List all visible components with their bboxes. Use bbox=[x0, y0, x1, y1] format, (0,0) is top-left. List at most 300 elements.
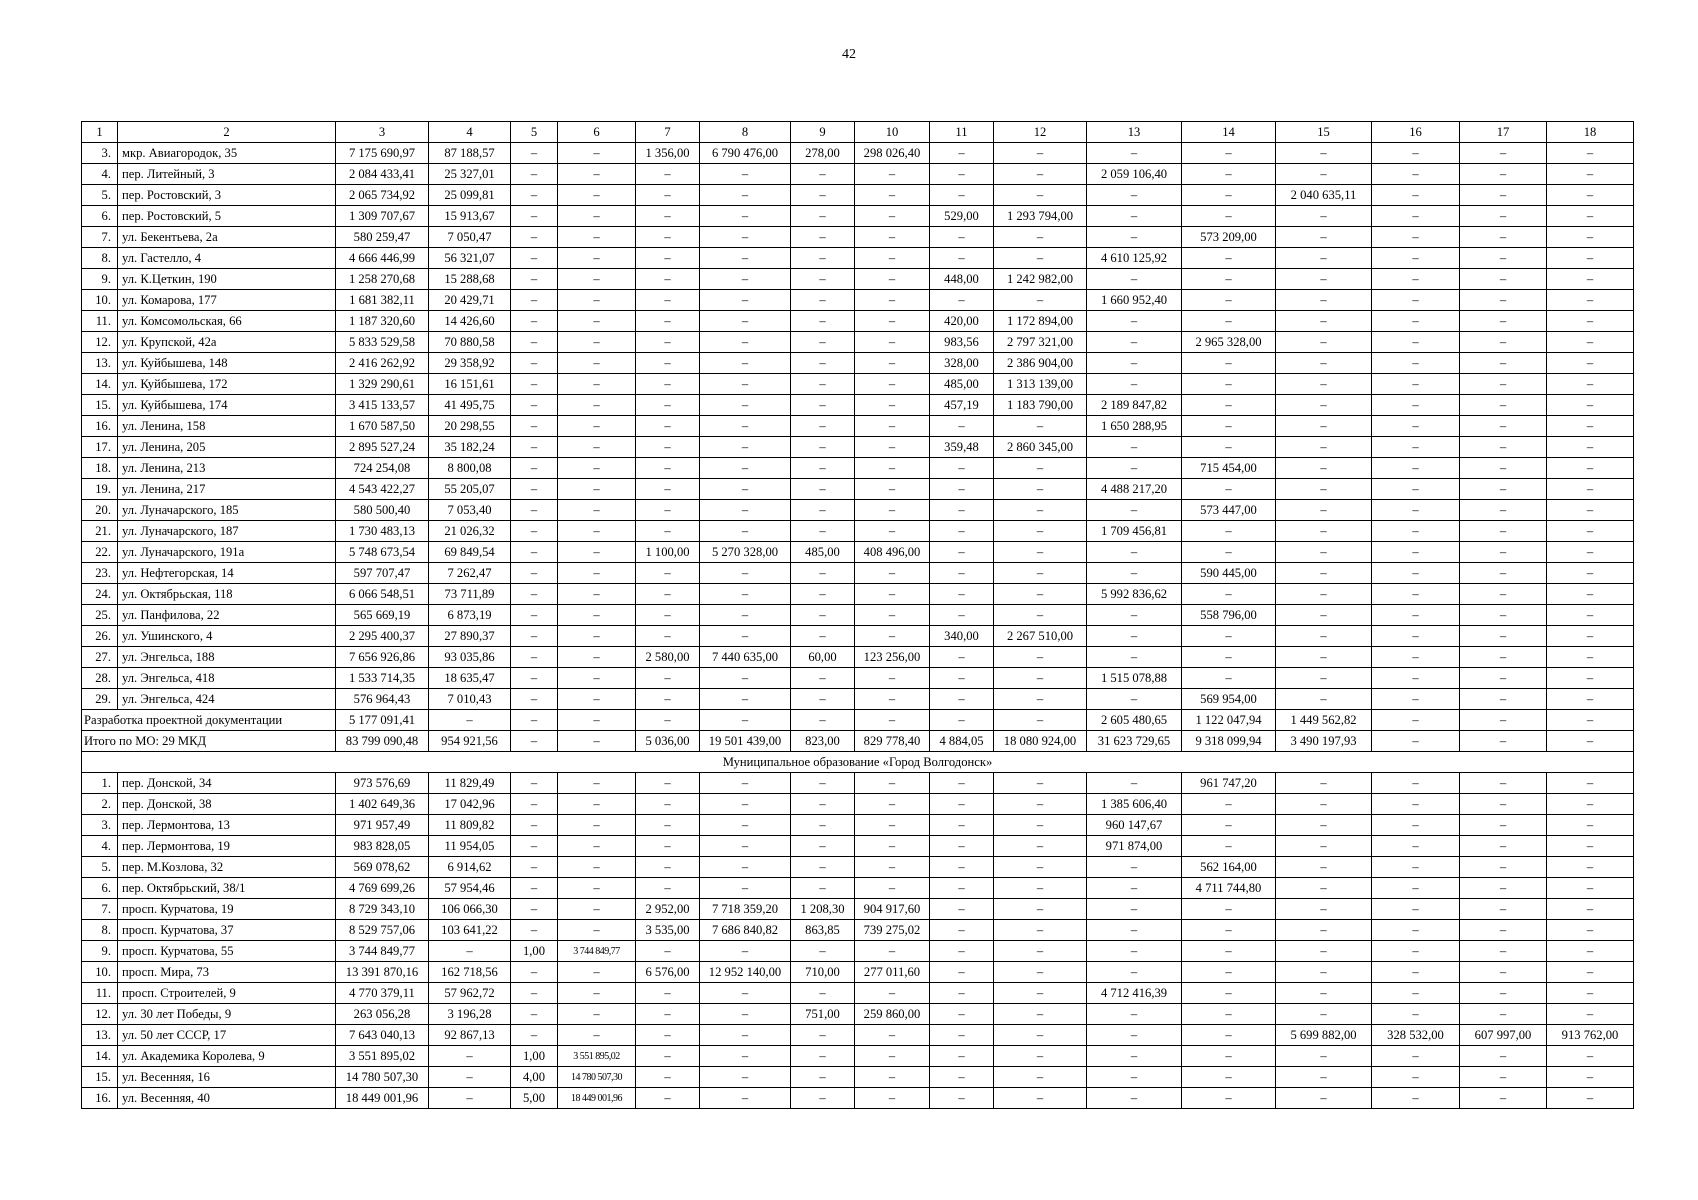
table-cell: – bbox=[1087, 1088, 1182, 1109]
table-cell: – bbox=[1087, 227, 1182, 248]
table-cell: – bbox=[1547, 206, 1634, 227]
table-cell: – bbox=[791, 584, 855, 605]
table-cell: – bbox=[429, 710, 511, 731]
table-cell: – bbox=[855, 1046, 930, 1067]
table-cell: 103 641,22 bbox=[429, 920, 511, 941]
table-cell: – bbox=[700, 458, 791, 479]
address-cell: ул. Панфилова, 22 bbox=[118, 605, 336, 626]
table-cell: 529,00 bbox=[930, 206, 994, 227]
table-cell: – bbox=[1276, 164, 1372, 185]
table-cell: – bbox=[930, 794, 994, 815]
table-cell: – bbox=[1547, 731, 1634, 752]
table-cell: – bbox=[636, 563, 700, 584]
table-cell: – bbox=[558, 605, 636, 626]
table-cell: – bbox=[930, 143, 994, 164]
table-cell: – bbox=[700, 1088, 791, 1109]
table-cell: – bbox=[1547, 857, 1634, 878]
table-cell: – bbox=[791, 605, 855, 626]
table-cell: – bbox=[855, 269, 930, 290]
table-cell: – bbox=[930, 458, 994, 479]
table-cell: – bbox=[558, 647, 636, 668]
table-cell: – bbox=[791, 290, 855, 311]
table-cell: – bbox=[1087, 269, 1182, 290]
table-cell: – bbox=[1372, 542, 1460, 563]
address-cell: ул. Энгельса, 424 bbox=[118, 689, 336, 710]
table-cell: 1 100,00 bbox=[636, 542, 700, 563]
table-cell: 710,00 bbox=[791, 962, 855, 983]
table-cell: – bbox=[1547, 878, 1634, 899]
table-cell: 11 829,49 bbox=[429, 773, 511, 794]
table-cell: – bbox=[791, 1067, 855, 1088]
table-cell: 298 026,40 bbox=[855, 143, 930, 164]
table-cell: – bbox=[1547, 458, 1634, 479]
table-cell: – bbox=[558, 836, 636, 857]
table-cell: – bbox=[1276, 269, 1372, 290]
row-number: 22. bbox=[82, 542, 118, 563]
table-cell: 7 262,47 bbox=[429, 563, 511, 584]
table-cell: – bbox=[700, 668, 791, 689]
table-cell: – bbox=[636, 794, 700, 815]
table-cell: – bbox=[855, 584, 930, 605]
table-row bbox=[82, 1088, 1634, 1109]
table-cell: – bbox=[1372, 269, 1460, 290]
table-cell: – bbox=[1460, 437, 1547, 458]
table-cell: 2 059 106,40 bbox=[1087, 164, 1182, 185]
table-cell: – bbox=[558, 353, 636, 374]
table-cell: – bbox=[558, 878, 636, 899]
row-number: 8. bbox=[82, 248, 118, 269]
table-cell: – bbox=[558, 962, 636, 983]
table-cell: – bbox=[1276, 1046, 1372, 1067]
table-cell: – bbox=[1276, 668, 1372, 689]
table-cell: – bbox=[930, 1067, 994, 1088]
table-row bbox=[82, 206, 1634, 227]
table-cell: – bbox=[994, 248, 1087, 269]
table-cell: – bbox=[1460, 563, 1547, 584]
table-cell: 1 242 982,00 bbox=[994, 269, 1087, 290]
table-row bbox=[82, 878, 1634, 899]
table-cell: – bbox=[1087, 542, 1182, 563]
table-cell: 829 778,40 bbox=[855, 731, 930, 752]
table-cell: – bbox=[855, 1088, 930, 1109]
column-number-header: 16 bbox=[1372, 122, 1460, 143]
table-cell: 7 050,47 bbox=[429, 227, 511, 248]
table-cell: – bbox=[700, 206, 791, 227]
row-number: 3. bbox=[82, 143, 118, 164]
table-row bbox=[82, 311, 1634, 332]
table-row bbox=[82, 836, 1634, 857]
address-cell: ул. Комсомольская, 66 bbox=[118, 311, 336, 332]
table-cell: – bbox=[1460, 962, 1547, 983]
table-cell: – bbox=[1372, 164, 1460, 185]
table-cell: – bbox=[511, 1004, 558, 1025]
table-cell: – bbox=[511, 1025, 558, 1046]
table-cell: – bbox=[700, 1046, 791, 1067]
table-cell: 904 917,60 bbox=[855, 899, 930, 920]
table-cell: 751,00 bbox=[791, 1004, 855, 1025]
table-cell: – bbox=[855, 206, 930, 227]
table-cell: 408 496,00 bbox=[855, 542, 930, 563]
table-cell: 15 288,68 bbox=[429, 269, 511, 290]
table-cell: – bbox=[636, 710, 700, 731]
table-cell: – bbox=[700, 773, 791, 794]
table-cell: 18 449 001,96 bbox=[558, 1088, 636, 1109]
table-cell: – bbox=[636, 815, 700, 836]
column-number-header: 4 bbox=[429, 122, 511, 143]
table-cell: – bbox=[558, 584, 636, 605]
row-number: 9. bbox=[82, 269, 118, 290]
table-cell: – bbox=[511, 416, 558, 437]
row-number: 15. bbox=[82, 395, 118, 416]
table-cell: 4,00 bbox=[511, 1067, 558, 1088]
table-cell: – bbox=[1372, 1004, 1460, 1025]
table-cell: – bbox=[791, 836, 855, 857]
table-cell: 277 011,60 bbox=[855, 962, 930, 983]
table-cell: – bbox=[1276, 332, 1372, 353]
table-cell: – bbox=[700, 1025, 791, 1046]
table-cell: – bbox=[1547, 311, 1634, 332]
row-number: 1. bbox=[82, 773, 118, 794]
address-cell: просп. Курчатова, 19 bbox=[118, 899, 336, 920]
table-cell: – bbox=[511, 332, 558, 353]
row-number: 3. bbox=[82, 815, 118, 836]
table-cell: – bbox=[1547, 899, 1634, 920]
table-cell: 823,00 bbox=[791, 731, 855, 752]
table-cell: 4 666 446,99 bbox=[336, 248, 429, 269]
table-cell: – bbox=[1547, 290, 1634, 311]
table-cell: – bbox=[511, 668, 558, 689]
table-cell: 4 884,05 bbox=[930, 731, 994, 752]
table-cell: – bbox=[1547, 1067, 1634, 1088]
address-cell: просп. Мира, 73 bbox=[118, 962, 336, 983]
address-cell: ул. Куйбышева, 148 bbox=[118, 353, 336, 374]
table-cell: – bbox=[558, 794, 636, 815]
table-cell: 7 656 926,86 bbox=[336, 647, 429, 668]
table-cell: – bbox=[700, 521, 791, 542]
table-cell: – bbox=[1460, 857, 1547, 878]
table-cell: – bbox=[994, 1025, 1087, 1046]
table-cell: – bbox=[700, 311, 791, 332]
table-cell: – bbox=[791, 269, 855, 290]
table-cell: – bbox=[511, 206, 558, 227]
table-cell: – bbox=[1547, 1046, 1634, 1067]
table-cell: – bbox=[1547, 353, 1634, 374]
row-number: 19. bbox=[82, 479, 118, 500]
table-cell: – bbox=[1460, 1046, 1547, 1067]
table-row bbox=[82, 185, 1634, 206]
table-cell: 5 699 882,00 bbox=[1276, 1025, 1372, 1046]
table-cell: 1,00 bbox=[511, 941, 558, 962]
address-cell: пер. Октябрьский, 38/1 bbox=[118, 878, 336, 899]
column-number-header: 12 bbox=[994, 122, 1087, 143]
table-cell: – bbox=[700, 479, 791, 500]
table-cell: – bbox=[855, 500, 930, 521]
row-number: 29. bbox=[82, 689, 118, 710]
table-cell: 16 151,61 bbox=[429, 374, 511, 395]
table-cell: – bbox=[1547, 1004, 1634, 1025]
table-cell: 1,00 bbox=[511, 1046, 558, 1067]
table-cell: – bbox=[700, 290, 791, 311]
table-cell: – bbox=[700, 857, 791, 878]
table-cell: – bbox=[1547, 185, 1634, 206]
table-cell: – bbox=[1372, 815, 1460, 836]
table-cell: – bbox=[994, 542, 1087, 563]
table-cell: 2 797 321,00 bbox=[994, 332, 1087, 353]
column-number-header: 9 bbox=[791, 122, 855, 143]
table-cell: – bbox=[1087, 1004, 1182, 1025]
table-row bbox=[82, 668, 1634, 689]
table-cell: – bbox=[994, 521, 1087, 542]
table-cell: 971 874,00 bbox=[1087, 836, 1182, 857]
table-cell: – bbox=[636, 521, 700, 542]
table-cell: 7 643 040,13 bbox=[336, 1025, 429, 1046]
address-cell: ул. К.Цеткин, 190 bbox=[118, 269, 336, 290]
table-cell: 7 053,40 bbox=[429, 500, 511, 521]
table-cell: – bbox=[1372, 1088, 1460, 1109]
row-number: 5. bbox=[82, 185, 118, 206]
table-cell: – bbox=[1182, 416, 1276, 437]
table-cell: – bbox=[1276, 227, 1372, 248]
table-cell: – bbox=[791, 563, 855, 584]
table-cell: – bbox=[1460, 458, 1547, 479]
table-cell: – bbox=[511, 605, 558, 626]
table-cell: 8 529 757,06 bbox=[336, 920, 429, 941]
table-row bbox=[82, 983, 1634, 1004]
table-cell: – bbox=[636, 353, 700, 374]
table-cell: – bbox=[636, 395, 700, 416]
table-cell: – bbox=[1372, 332, 1460, 353]
table-cell: 1 208,30 bbox=[791, 899, 855, 920]
table-cell: 7 010,43 bbox=[429, 689, 511, 710]
table-cell: – bbox=[558, 857, 636, 878]
table-cell: 569 078,62 bbox=[336, 857, 429, 878]
table-cell: – bbox=[636, 836, 700, 857]
table-row bbox=[82, 1067, 1634, 1088]
table-cell: 56 321,07 bbox=[429, 248, 511, 269]
table-row bbox=[82, 269, 1634, 290]
table-cell: 7 686 840,82 bbox=[700, 920, 791, 941]
table-cell: – bbox=[636, 626, 700, 647]
table-cell: 6 873,19 bbox=[429, 605, 511, 626]
table-cell: – bbox=[700, 626, 791, 647]
table-cell: 913 762,00 bbox=[1547, 1025, 1634, 1046]
table-cell: – bbox=[558, 710, 636, 731]
table-cell: – bbox=[855, 164, 930, 185]
table-cell: – bbox=[700, 269, 791, 290]
table-cell: – bbox=[1087, 647, 1182, 668]
table-cell: – bbox=[1372, 731, 1460, 752]
table-cell: 340,00 bbox=[930, 626, 994, 647]
table-cell: – bbox=[994, 416, 1087, 437]
table-cell: 93 035,86 bbox=[429, 647, 511, 668]
table-cell: – bbox=[700, 815, 791, 836]
address-cell: ул. Ленина, 217 bbox=[118, 479, 336, 500]
table-cell: – bbox=[558, 899, 636, 920]
table-row bbox=[82, 227, 1634, 248]
table-cell: – bbox=[1460, 206, 1547, 227]
table-cell: – bbox=[1372, 836, 1460, 857]
table-cell: – bbox=[1372, 689, 1460, 710]
table-cell: – bbox=[855, 941, 930, 962]
table-cell: – bbox=[636, 668, 700, 689]
table-cell: – bbox=[1276, 521, 1372, 542]
table-cell: – bbox=[855, 290, 930, 311]
table-cell: – bbox=[1460, 1088, 1547, 1109]
table-cell: – bbox=[1460, 1004, 1547, 1025]
table-cell: – bbox=[994, 605, 1087, 626]
table-cell: – bbox=[558, 290, 636, 311]
table-cell: 1 385 606,40 bbox=[1087, 794, 1182, 815]
table-cell: 3 196,28 bbox=[429, 1004, 511, 1025]
table-cell: – bbox=[930, 1025, 994, 1046]
table-cell: – bbox=[855, 1025, 930, 1046]
table-cell: – bbox=[1087, 689, 1182, 710]
table-cell: – bbox=[1372, 773, 1460, 794]
table-cell: 57 954,46 bbox=[429, 878, 511, 899]
table-cell: – bbox=[1460, 878, 1547, 899]
table-cell: – bbox=[1276, 899, 1372, 920]
table-cell: 1 709 456,81 bbox=[1087, 521, 1182, 542]
table-cell: – bbox=[1087, 353, 1182, 374]
table-cell: – bbox=[636, 878, 700, 899]
table-cell: – bbox=[1087, 857, 1182, 878]
table-cell: – bbox=[1182, 836, 1276, 857]
table-cell: – bbox=[930, 1088, 994, 1109]
table-cell: – bbox=[855, 605, 930, 626]
table-cell: 5 036,00 bbox=[636, 731, 700, 752]
table-cell: – bbox=[1372, 668, 1460, 689]
address-cell: ул. Академика Королева, 9 bbox=[118, 1046, 336, 1067]
table-cell: – bbox=[855, 185, 930, 206]
table-cell: 259 860,00 bbox=[855, 1004, 930, 1025]
table-cell: 278,00 bbox=[791, 143, 855, 164]
table-row bbox=[82, 479, 1634, 500]
table-cell: – bbox=[855, 458, 930, 479]
table-cell: 3 744 849,77 bbox=[558, 941, 636, 962]
table-cell: – bbox=[1182, 920, 1276, 941]
table-cell: – bbox=[1547, 479, 1634, 500]
table-cell: – bbox=[1276, 626, 1372, 647]
address-cell: ул. 50 лет СССР, 17 bbox=[118, 1025, 336, 1046]
table-cell: 2 040 635,11 bbox=[1276, 185, 1372, 206]
table-cell: – bbox=[1087, 206, 1182, 227]
table-cell: – bbox=[1182, 626, 1276, 647]
table-cell: – bbox=[791, 206, 855, 227]
table-cell: – bbox=[930, 773, 994, 794]
table-row bbox=[82, 143, 1634, 164]
column-number-header: 15 bbox=[1276, 122, 1372, 143]
row-number: 15. bbox=[82, 1067, 118, 1088]
table-row bbox=[82, 500, 1634, 521]
row-number: 2. bbox=[82, 794, 118, 815]
table-cell: 14 426,60 bbox=[429, 311, 511, 332]
table-cell: – bbox=[1460, 332, 1547, 353]
table-cell: – bbox=[1087, 1067, 1182, 1088]
table-cell: – bbox=[429, 941, 511, 962]
table-cell: – bbox=[636, 269, 700, 290]
table-cell: – bbox=[1547, 542, 1634, 563]
table-cell: – bbox=[1372, 1067, 1460, 1088]
table-cell: – bbox=[1372, 311, 1460, 332]
table-cell: – bbox=[636, 290, 700, 311]
table-cell: – bbox=[558, 542, 636, 563]
table-cell: 1 681 382,11 bbox=[336, 290, 429, 311]
table-cell: – bbox=[1276, 773, 1372, 794]
table-cell: 420,00 bbox=[930, 311, 994, 332]
address-cell: ул. Луначарского, 185 bbox=[118, 500, 336, 521]
table-cell: 2 386 904,00 bbox=[994, 353, 1087, 374]
table-cell: – bbox=[791, 689, 855, 710]
table-cell: – bbox=[791, 941, 855, 962]
table-cell: 954 921,56 bbox=[429, 731, 511, 752]
table-cell: – bbox=[511, 542, 558, 563]
table-cell: – bbox=[994, 1004, 1087, 1025]
row-number: 7. bbox=[82, 899, 118, 920]
table-row bbox=[82, 1004, 1634, 1025]
table-cell: 580 500,40 bbox=[336, 500, 429, 521]
table-cell: – bbox=[636, 311, 700, 332]
column-number-header: 2 bbox=[118, 122, 336, 143]
table-cell: – bbox=[855, 479, 930, 500]
table-cell: 18 449 001,96 bbox=[336, 1088, 429, 1109]
table-cell: – bbox=[1460, 269, 1547, 290]
column-number-header: 8 bbox=[700, 122, 791, 143]
table-cell: – bbox=[1087, 332, 1182, 353]
table-cell: 11 954,05 bbox=[429, 836, 511, 857]
table-row bbox=[82, 899, 1634, 920]
table-cell: 1 172 894,00 bbox=[994, 311, 1087, 332]
table-cell: 14 780 507,30 bbox=[336, 1067, 429, 1088]
table-cell: – bbox=[930, 941, 994, 962]
table-cell: 106 066,30 bbox=[429, 899, 511, 920]
table-cell: – bbox=[930, 962, 994, 983]
table-cell: 14 780 507,30 bbox=[558, 1067, 636, 1088]
row-number: 18. bbox=[82, 458, 118, 479]
table-row bbox=[82, 563, 1634, 584]
table-cell: 6 066 548,51 bbox=[336, 584, 429, 605]
column-number-header: 10 bbox=[855, 122, 930, 143]
table-cell: – bbox=[511, 794, 558, 815]
table-cell: – bbox=[1547, 500, 1634, 521]
row-number: 12. bbox=[82, 1004, 118, 1025]
table-cell: – bbox=[511, 374, 558, 395]
table-cell: – bbox=[791, 164, 855, 185]
table-cell: – bbox=[1276, 353, 1372, 374]
table-cell: – bbox=[1182, 437, 1276, 458]
table-cell: 92 867,13 bbox=[429, 1025, 511, 1046]
table-cell: – bbox=[1547, 332, 1634, 353]
address-cell: мкр. Авиагородок, 35 bbox=[118, 143, 336, 164]
table-cell: – bbox=[994, 710, 1087, 731]
row-number: 23. bbox=[82, 563, 118, 584]
row-number: 10. bbox=[82, 962, 118, 983]
table-cell: 4 711 744,80 bbox=[1182, 878, 1276, 899]
table-cell: – bbox=[930, 416, 994, 437]
table-cell: 57 962,72 bbox=[429, 983, 511, 1004]
table-cell: 973 576,69 bbox=[336, 773, 429, 794]
table-cell: – bbox=[1372, 248, 1460, 269]
table-cell: – bbox=[511, 500, 558, 521]
table-cell: 558 796,00 bbox=[1182, 605, 1276, 626]
table-cell: – bbox=[791, 794, 855, 815]
row-number: 26. bbox=[82, 626, 118, 647]
table-cell: – bbox=[700, 374, 791, 395]
table-cell: – bbox=[429, 1067, 511, 1088]
table-cell: – bbox=[1460, 941, 1547, 962]
table-cell: – bbox=[1182, 290, 1276, 311]
table-cell: – bbox=[791, 437, 855, 458]
table-cell: – bbox=[1087, 563, 1182, 584]
